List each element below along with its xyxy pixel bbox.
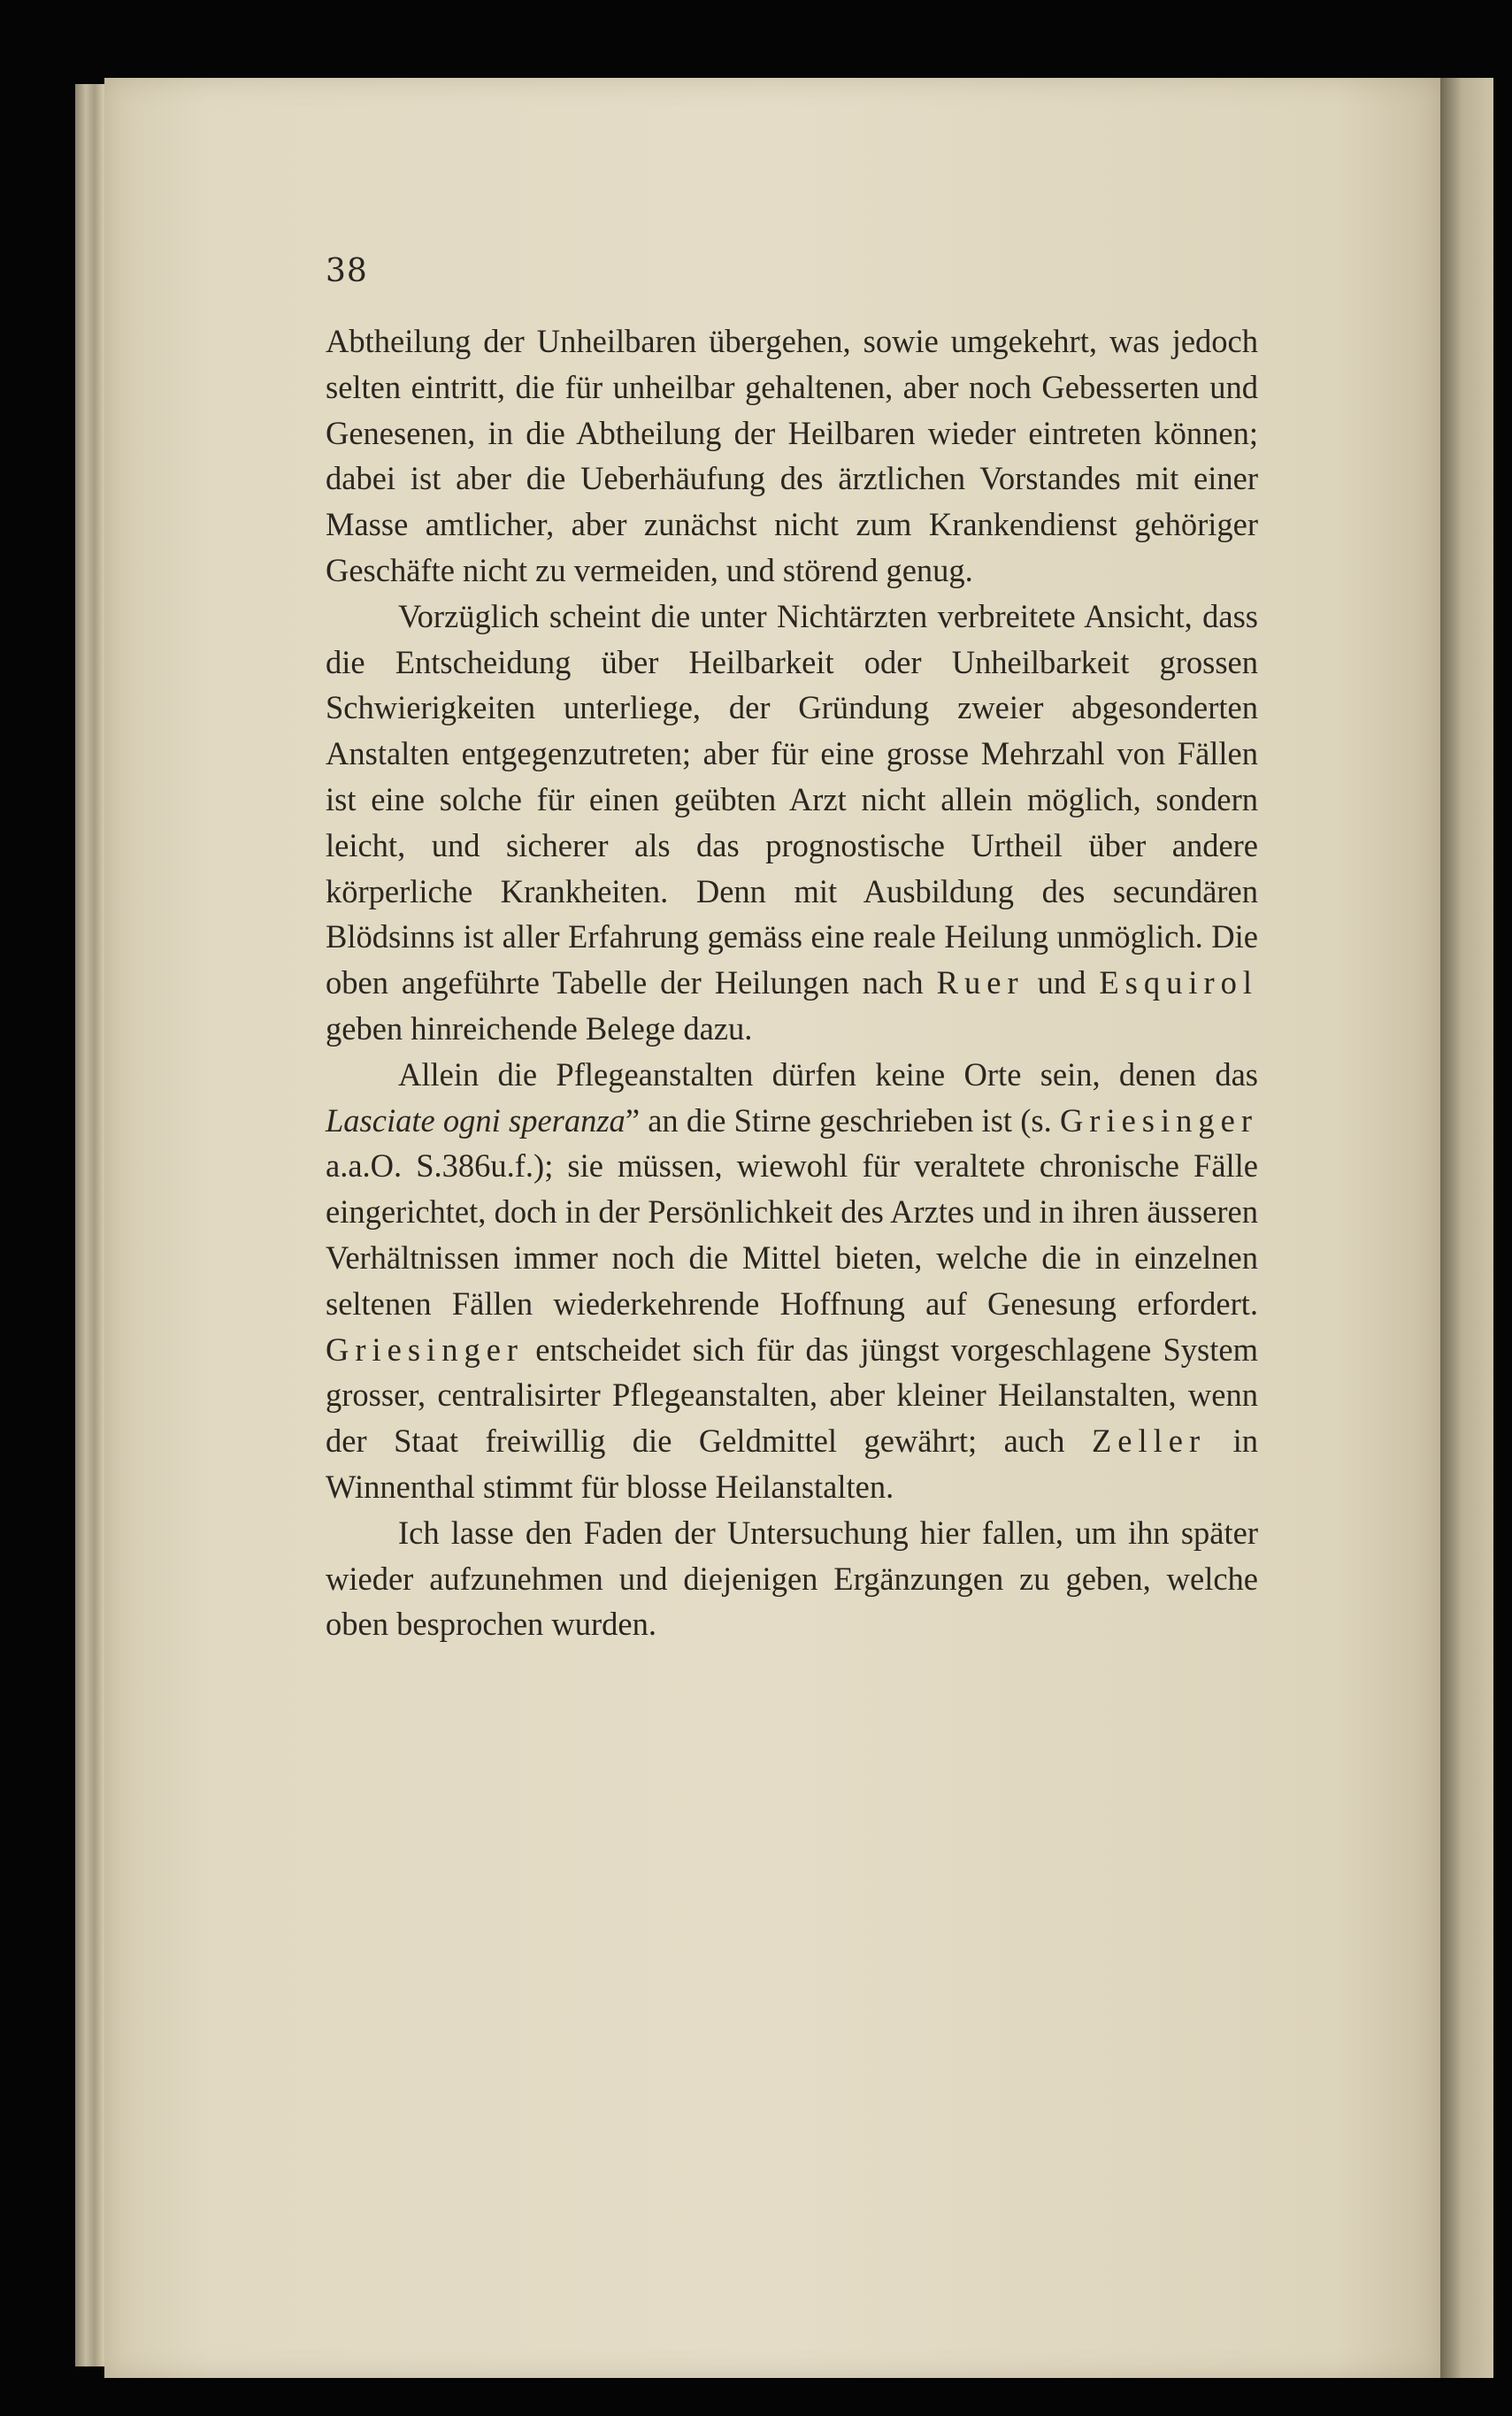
text-segment: in Winnenthal stimmt für blosse Heilanstalten. xyxy=(326,1423,1258,1505)
text-segment: Vorzüglich scheint die unter Nichtärzten verbreitete Ansicht, dass die Entscheidung über Heilbarkeit oder Unheilbarkeit grossen Schwierigkeiten unterliege, der Gründung zweier abgesonderten Anstalten entgegenzutreten; aber für eine grosse Mehrzahl von Fällen ist eine solche für einen geübten Arzt nicht allein möglich, sondern leicht, und sicherer als das prognostische Urtheil über andere körperliche Krankheiten. Denn mit Ausbildung des secundären Blödsinns ist aller Erfahrung gemäss eine reale Heilung unmöglich. Die oben angeführte Tabelle der Heilungen nach xyxy=(326,597,1258,1001)
text-segment: und xyxy=(1024,964,1100,1001)
text-segment: Zeller xyxy=(1091,1423,1207,1460)
body-text xyxy=(326,318,1258,1647)
paragraph xyxy=(326,318,1258,594)
facing-page-edge xyxy=(1440,78,1493,2378)
text-segment: Griesinger xyxy=(326,1331,525,1368)
text-segment: Ich lasse den Faden der Untersuchung hier fallen, um ihn später wieder aufzunehmen und diejenigen Ergänzungen zu geben, welche oben besprochen wurden. xyxy=(326,1514,1258,1643)
text-segment: Griesinger xyxy=(1059,1101,1258,1139)
paragraph xyxy=(326,1052,1258,1510)
text-segment: Allein die Pflegeanstalten dürfen keine Orte sein, denen das xyxy=(398,1055,1258,1093)
text-segment: ” an die Stirne geschrieben ist (s. xyxy=(625,1101,1060,1139)
paragraph xyxy=(326,1510,1258,1647)
text-segment: Lasciate ogni speranza xyxy=(326,1101,626,1139)
text-segment: Esquirol xyxy=(1099,964,1259,1001)
text-segment: Ruer xyxy=(936,964,1025,1001)
text-segment: a.a.O. S.386u.f.); sie müssen, wiewohl für veraltete chronische Fälle eingerichtet, doch in der Persönlichkeit des Arztes und in ihren äusseren Verhältnissen immer noch die Mittel bieten, welche die in einzelnen seltenen Fällen wiederkehrende Hoffnung auf Genesung erfordert. xyxy=(326,1147,1258,1322)
text-segment: Abtheilung der Unheilbaren übergehen, sowie umgekehrt, was jedoch selten eintritt, die für unheilbar gehaltenen, aber noch Gebesserten und Genesenen, in die Abtheilung der Heilbaren wieder eintreten können; dabei ist aber die Ueberhäufung des ärztlichen Vorstandes mit einer Masse amtlicher, aber zunächst nicht zum Krankendienst gehöriger Geschäfte nicht zu vermeiden, und störend genug. xyxy=(326,323,1258,588)
paragraph xyxy=(326,594,1258,1052)
text-segment: entscheidet sich für das jüngst vorgeschlagene System grosser, centralisirter Pflegeanstalten, aber kleiner Heilanstalten, wenn der Staat freiwillig die Geldmittel gewährt; auch xyxy=(326,1331,1258,1460)
text-segment: geben hinreichende Belege dazu. xyxy=(326,1009,753,1047)
page-number: 38 xyxy=(326,253,368,289)
